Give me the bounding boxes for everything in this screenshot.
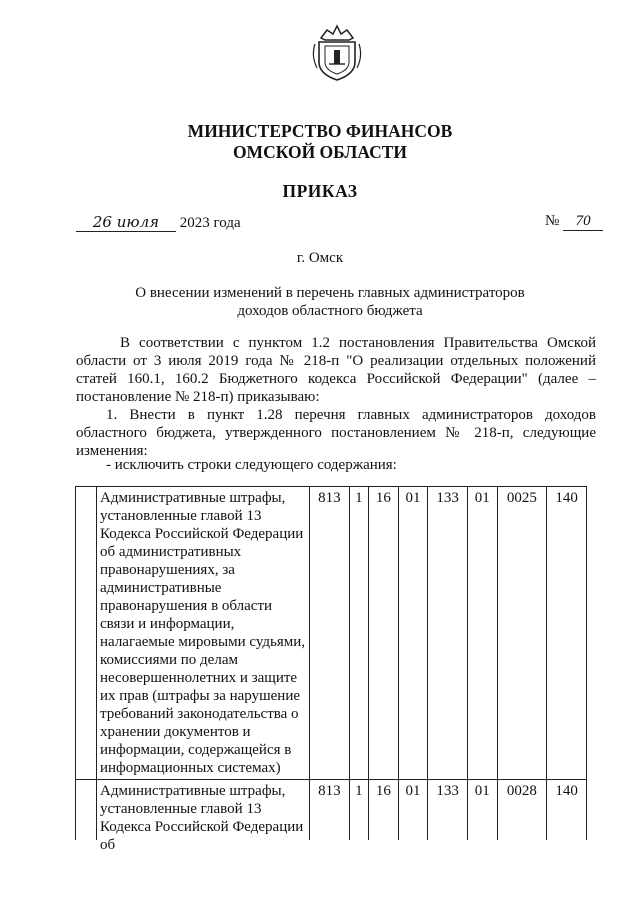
order-subject xyxy=(120,284,540,320)
order-number xyxy=(545,213,603,231)
excluded-rows-table xyxy=(75,486,587,853)
table-cell xyxy=(76,780,97,841)
handwritten-date: 26 июля xyxy=(76,213,176,232)
city-name: г. Омск xyxy=(296,250,344,266)
table-cell: 140 xyxy=(547,780,587,841)
table-cell: 133 xyxy=(428,780,468,841)
table-cell: 16 xyxy=(369,487,399,780)
table-row xyxy=(76,487,587,780)
description-text: Административные штрафы, установленные главой 13 Кодекса Российской Федерации об xyxy=(100,783,304,853)
table-cell: 01 xyxy=(467,487,497,780)
table-cell: 813 xyxy=(310,780,350,841)
table-cell-description: Административные штрафы, установленные главой 13 Кодекса Российской Федерации об административных правонарушениях, за административные правонарушения в области связи и информации, налагаемые мировыми судьями, комиссиями по делам несовершеннолетних и защите их прав (штрафы за нарушение требований законодательства о хранении документов и информации, содержащейся в информационных системах) xyxy=(97,487,310,780)
table-cell: 16 xyxy=(369,780,399,841)
table-cell: 01 xyxy=(467,780,497,841)
table-cell: 813 xyxy=(310,487,350,780)
paragraph-exclude: - исключить строки следующего содержания: xyxy=(106,457,397,473)
table-cell: 133 xyxy=(428,487,468,780)
ministry-name-line1: МИНИСТЕРСТВО ФИНАНСОВ xyxy=(187,121,453,141)
table-cell: 01 xyxy=(398,487,428,780)
document-type-title: ПРИКАЗ xyxy=(282,181,358,201)
table-cell: 0025 xyxy=(497,487,547,780)
table-cell: 0028 xyxy=(497,780,547,841)
table-cell: 1 xyxy=(349,487,368,780)
year-text: 2023 года xyxy=(179,215,241,231)
table-cell: 01 xyxy=(398,780,428,841)
paragraph-preamble: В соответствии с пунктом 1.2 постановления Правительства Омской области от 3 июля 2019 года № 218-п "О реализации отдельных положений статей 160.1, 160.2 Бюджетного кодекса Российской Федерации" (далее – постановление № 218-п) приказываю: xyxy=(76,335,596,405)
subject-line1: О внесении изменений в перечень главных администраторов xyxy=(135,285,525,301)
table-cell-description xyxy=(97,780,310,853)
number-label: № xyxy=(545,213,560,229)
subject-line2: доходов областного бюджета xyxy=(237,303,423,319)
ministry-name-line2: ОМСКОЙ ОБЛАСТИ xyxy=(232,142,408,162)
order-date xyxy=(76,213,241,232)
coat-of-arms-icon xyxy=(313,20,361,82)
paragraph-item-1: 1. Внести в пункт 1.28 перечня главных администраторов доходов областного бюджета, утвержденного постановлением № 218-п, следующие изменения: xyxy=(76,407,596,459)
table-cell: 1 xyxy=(349,780,368,841)
table-row xyxy=(76,780,587,841)
table-cell xyxy=(76,487,97,780)
table-cell: 140 xyxy=(547,487,587,780)
handwritten-number: 70 xyxy=(563,213,603,231)
